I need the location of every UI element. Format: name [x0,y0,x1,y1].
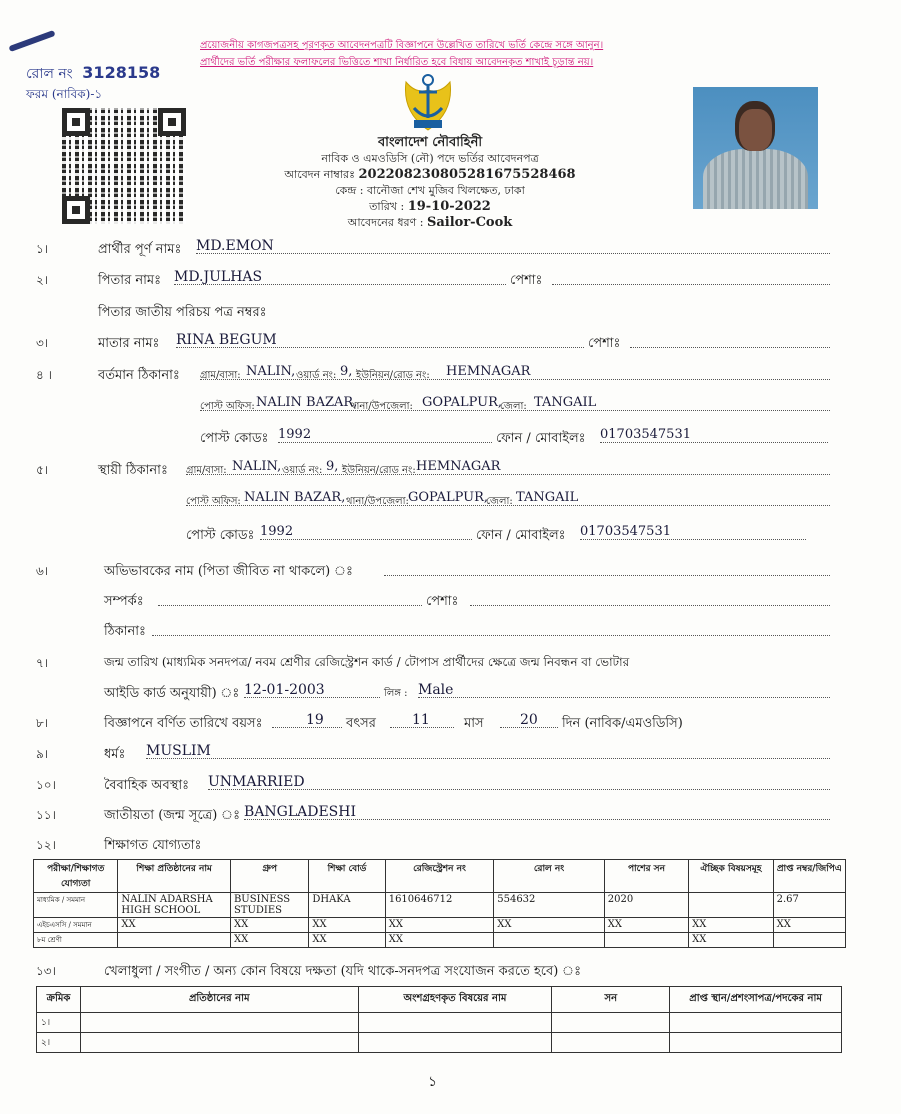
postcode-label: পোস্ট কোডঃ [186,528,255,543]
months-label: মাস [464,716,484,731]
table-cell [773,933,845,948]
village-value: NALIN, [232,459,282,474]
field-label: প্রার্থীর পূর্ণ নামঃ [98,242,182,257]
table-row [37,1013,842,1033]
field-number: ১২। [36,838,56,852]
thana-label: থানা/উপজেলা: [350,401,413,412]
table-cell: XX [494,918,605,933]
field-number: ২। [36,273,49,287]
phone-value: 01703547531 [600,427,691,442]
field-education [0,834,901,856]
table-header-row [34,860,846,893]
field-nationality [0,804,901,826]
table-cell: XX [689,918,773,933]
field-number: ১৩। [36,964,56,978]
col-header: রেজিস্ট্রেশন নং [385,860,494,893]
app-no-label: আবেদন নাম্বারঃ [284,168,355,181]
field-label: পিতার জাতীয় পরিচয় পত্র নম্বরঃ [98,305,267,320]
table-row [37,1033,842,1053]
col-header: প্রাপ্ত স্থান/প্রশংসাপত্র/পদকের নাম [670,987,842,1013]
field-permanent-address-post [0,490,901,512]
form-number: ফরম (নাবিক)-১ [26,87,103,101]
field-father-name [0,269,901,291]
mother-occupation-label: পেশাঃ [588,336,621,351]
postcode-value: 1992 [260,524,294,539]
mother-name-value: RINA BEGUM [176,332,277,348]
field-label: খেলাধুলা / সংগীত / অন্য কোন বিষয়ে দক্ষতা (যদি থাকে-সনদপত্র সংযোজন করতে হবে) ঃ [104,964,582,979]
notice-line-2: প্রার্থীদের ভর্তি পরীক্ষার ফলাফলের ভিত্তিতে শাখা নির্ধারিত হবে বিধায় আবেদনকৃত শাখাই চূড়ান্ত নয়। [200,57,594,68]
field-label: স্থায়ী ঠিকানাঃ [98,463,168,478]
union-label: ইউনিয়ন/রোড নং: [356,370,430,381]
dob-value: 12-01-2003 [244,682,325,698]
years-label: বৎসর [346,716,376,731]
union-label: ইউনিয়ন/রোড নং: [342,465,416,476]
table-cell: XX [385,933,494,948]
table-cell: XX [604,918,688,933]
field-number: ৬। [36,564,49,578]
days-label: দিন (নাবিক/এমওডিসি) [562,716,683,731]
field-religion [0,743,901,765]
field-present-address-postcode [0,427,901,449]
field-age [0,712,901,734]
field-label: মাতার নামঃ [98,336,160,351]
col-header: শিক্ষা প্রতিষ্ঠানের নাম [118,860,231,893]
application-number [270,167,590,183]
table-cell: XX [309,933,385,948]
field-permanent-address [0,459,901,481]
field-mother-name [0,332,901,354]
field-candidate-name [0,238,901,260]
postcode-label: পোস্ট কোডঃ [200,431,269,446]
table-cell: XX [118,918,231,933]
post-label: পোস্ট অফিস: [186,496,241,507]
nationality-value: BANGLADESHI [244,804,357,820]
field-number: ৮। [36,716,49,730]
table-cell [552,1033,670,1053]
application-type [270,215,590,231]
pen-mark [8,30,55,52]
field-label: পিতার নামঃ [98,273,162,288]
exam-center: কেন্দ্র : বানৌজা শেখ মুজিব খিলক্ষেত, ঢাকা [335,184,525,197]
father-name-value: MD.JULHAS [174,269,263,285]
field-label: বর্তমান ঠিকানাঃ [98,368,180,383]
district-value: TANGAIL [516,490,579,505]
father-occupation-label: পেশাঃ [510,273,543,288]
type-label: আবেদনের ধরণ : [347,216,424,229]
roll-value: 3128158 [82,63,161,82]
phone-label: ফোন / মোবাইলঃ [496,431,586,446]
field-number: ৩। [36,336,49,350]
field-number: ৯। [36,747,49,761]
table-cell: 2020 [604,893,688,918]
type-value: Sailor-Cook [426,215,513,230]
sex-value: Male [418,682,454,698]
table-cell: XX [773,918,845,933]
field-label: আইডি কার্ড অনুযায়ী) ঃ [104,686,240,701]
form-date [270,199,590,215]
thana-value: GOPALPUR, [408,490,489,505]
form-header [270,135,590,231]
district-value: TANGAIL [534,395,597,410]
date-value: 19-10-2022 [407,199,491,214]
table-cell [358,1013,552,1033]
col-header: রোল নং [494,860,605,893]
field-guardian-relation [0,590,901,612]
field-number: ১১। [36,808,56,822]
table-cell [80,1013,358,1033]
field-guardian-name [0,560,901,582]
field-date-of-birth [0,652,901,674]
relation-label: সম্পর্কঃ [104,594,144,609]
field-present-address [0,364,901,386]
table-cell [118,933,231,948]
field-label: শিক্ষাগত যোগ্যতাঃ [104,838,202,853]
table-row [34,933,846,948]
age-days-value: 20 [520,712,538,728]
org-name: বাংলাদেশ নৌবাহিনী [377,135,483,150]
table-row [34,893,846,918]
table-cell: XX [689,933,773,948]
roll-label: রোল নং [26,66,73,82]
table-cell: 1610646712 [385,893,494,918]
page-number: ১ [428,1074,438,1090]
field-label: অভিভাবকের নাম (পিতা জীবিত না থাকলে) ঃ [104,564,353,579]
table-cell: ২। [37,1033,81,1053]
table-header-row [37,987,842,1013]
table-cell: XX [230,933,308,948]
table-cell: 2.67 [773,893,845,918]
notice-line-1: প্রয়োজনীয় কাগজপত্রসহ পূরণকৃত আবেদনপত্রটি বিজ্ঞাপনে উল্লেখিত তারিখে ভর্তি কেন্দ্রে সঙ্গে আনুন। [200,40,604,51]
union-value: HEMNAGAR [446,364,531,379]
skills-table [36,986,842,1053]
sex-label: লিঙ্গ : [384,688,408,699]
field-skills [0,960,901,982]
date-label: তারিখ : [369,200,405,213]
post-value: NALIN BAZAR, [244,490,346,505]
table-cell: XX [309,918,385,933]
table-cell: XX [385,918,494,933]
table-cell: NALIN ADARSHA HIGH SCHOOL [118,893,231,918]
field-number: ১। [36,242,49,256]
roll-number [26,62,160,86]
thana-label: থানা/উপজেলা: [346,496,409,507]
form-subtitle: নাবিক ও এমওডিসি (নৌ) পদে ভর্তির আবেদনপত্র [321,152,539,165]
col-header: ঐচ্ছিক বিষয়সমূহ [689,860,773,893]
field-label: জাতীয়তা (জন্ম সূত্রে) ঃ [104,808,240,823]
candidate-photo [693,87,818,209]
thana-value: GOPALPUR, [422,395,503,410]
field-dob-value [0,682,901,704]
village-label: গ্রাম/বাসা: [186,465,227,476]
candidate-name-value: MD.EMON [196,238,274,254]
col-header: প্রতিষ্ঠানের নাম [80,987,358,1013]
union-value: HEMNAGAR [416,459,501,474]
table-cell [358,1033,552,1053]
phone-value: 01703547531 [580,524,671,539]
qr-code-icon [62,108,186,224]
col-header: পাশের সন [604,860,688,893]
field-number: ১০। [36,778,56,792]
phone-label: ফোন / মোবাইলঃ [476,528,566,543]
address-label: ঠিকানাঃ [104,624,146,639]
religion-value: MUSLIM [146,743,211,759]
table-cell [689,893,773,918]
marital-status-value: UNMARRIED [208,774,305,790]
table-cell [552,1013,670,1033]
ward-value: 9, [326,459,339,474]
table-cell: DHAKA [309,893,385,918]
navy-anchor-logo-icon [400,72,456,134]
table-cell: ১। [37,1013,81,1033]
field-label: বিজ্ঞাপনে বর্ণিত তারিখে বয়সঃ [104,716,263,731]
table-cell [670,1013,842,1033]
field-label: জন্ম তারিখ (মাধ্যমিক সনদপত্র/ নবম শ্রেণীর রেজিস্ট্রেশন কার্ড / টোপাস প্রার্থীদের ক্ষেত্রে জন্ম নিবন্ধন বা ভোটার [104,655,630,669]
age-years-value: 19 [306,712,324,728]
field-number: ৭। [36,656,49,670]
table-cell [494,933,605,948]
col-header: সন [552,987,670,1013]
field-number: ৫। [36,463,49,477]
table-row [34,918,846,933]
table-cell: XX [230,918,308,933]
table-cell [604,933,688,948]
table-cell: ৮ম শ্রেণী [34,933,118,948]
ward-value: 9, [340,364,353,379]
postcode-value: 1992 [278,427,312,442]
field-father-nid [0,301,901,323]
field-guardian-address [0,620,901,642]
education-table [33,859,846,948]
field-number: ৪ । [36,368,52,382]
ward-label: ওয়ার্ড নং: [282,465,323,476]
field-marital-status [0,774,901,796]
app-no-value: 202208230805281675528468 [358,167,576,182]
col-header: প্রাপ্ত নম্বর/জিপিএ [773,860,845,893]
guardian-occupation-label: পেশাঃ [426,594,459,609]
district-label: জেলা: [486,496,513,507]
village-value: NALIN, [246,364,296,379]
col-header: পরীক্ষা/শিক্ষাগত যোগ্যতা [34,860,118,893]
age-months-value: 11 [412,712,430,728]
village-label: গ্রাম/বাসা: [200,370,241,381]
field-label: বৈবাহিক অবস্থাঃ [104,778,190,793]
post-label: পোস্ট অফিস: [200,401,255,412]
district-label: জেলা: [500,401,527,412]
table-cell: 554632 [494,893,605,918]
ward-label: ওয়ার্ড নং: [296,370,337,381]
table-cell: BUSINESS STUDIES [230,893,308,918]
field-permanent-address-postcode [0,524,901,546]
field-label: ধর্মঃ [104,747,126,762]
col-header: ক্রমিক [37,987,81,1013]
post-value: NALIN BAZAR, [256,395,358,410]
table-cell [80,1033,358,1053]
table-cell: এইচএসসি / সমমান [34,918,118,933]
col-header: অংশগ্রহণকৃত বিষয়ের নাম [358,987,552,1013]
col-header: শিক্ষা বোর্ড [309,860,385,893]
table-cell: মাধ্যমিক / সমমান [34,893,118,918]
col-header: গ্রুপ [230,860,308,893]
field-present-address-post [0,395,901,417]
table-cell [670,1033,842,1053]
